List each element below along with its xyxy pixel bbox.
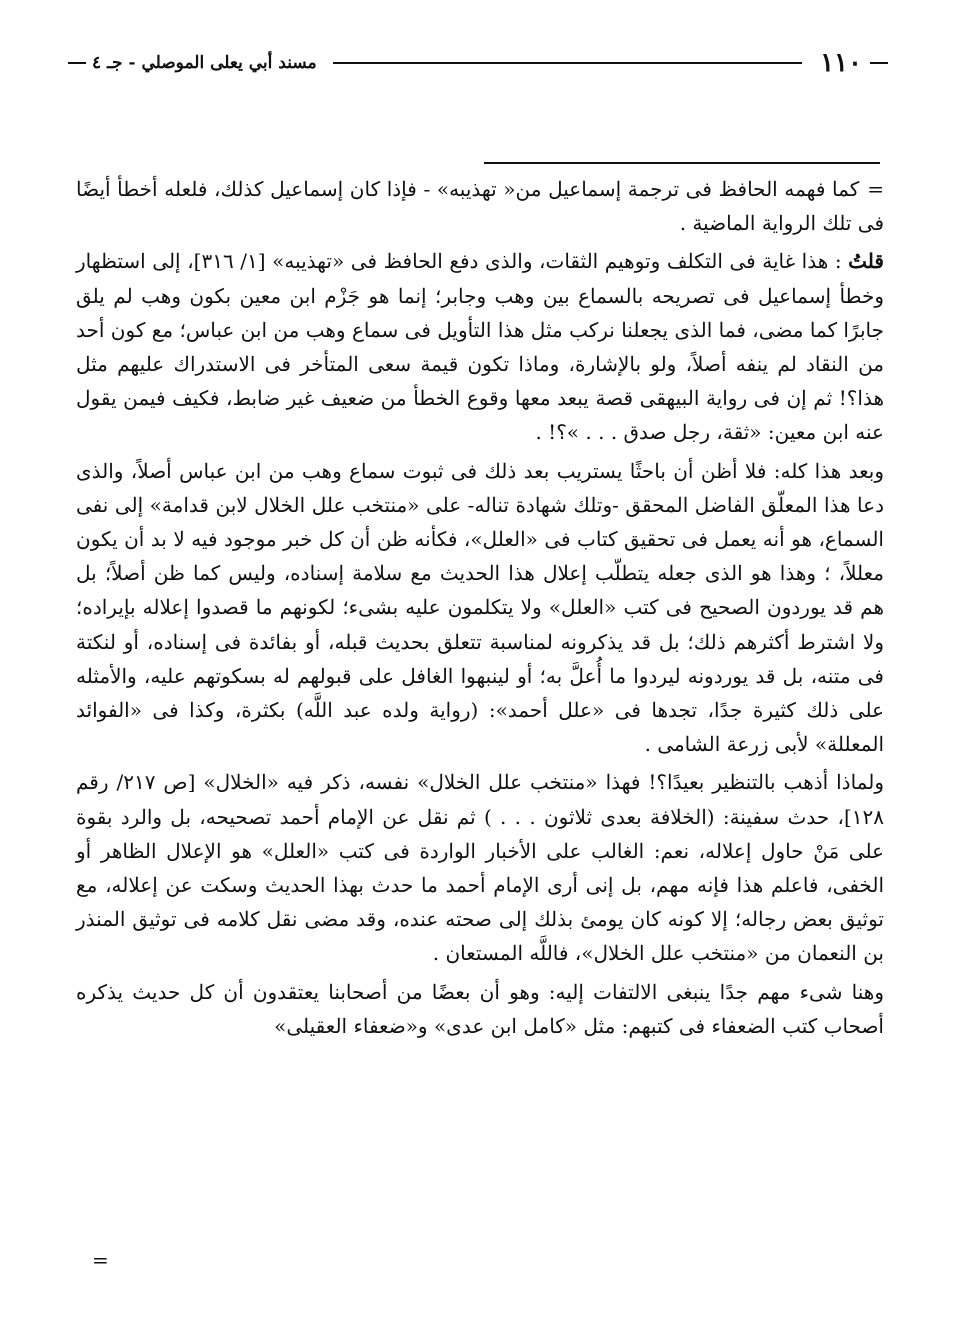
- paragraph-1: [76, 244, 884, 449]
- continuation-marker: =: [867, 177, 884, 201]
- running-header: [68, 46, 888, 80]
- footnote-body: [76, 172, 884, 1047]
- continued-marker: =: [92, 1248, 109, 1272]
- paragraph-1-text: : هذا غاية فى التكلف وتوهيم الثقات، والذى دفع الحافظ فى «تهذيبه» [١/ ٣١٦]، إلى استظهار وخطأ إسماعيل فى تصريحه بالسماع بين وهب وجابر؛ إنما هو جَزْم ابن معين بكون وهب لم يلق جابرًا كما مضى، فما الذى يجعلنا نركب مثل هذا التأويل فى سماع وهب من ابن عباس؛ مع كون أحد من النقاد لم ينفه أصلاً، ولو بالإشارة، وماذا تكون قيمة سعى المتأخر فى الاستدراك عليهم مثل هذا؟! ثم إن فى رواية البيهقى قصة يبعد معها وقوع الخطأ من ضعيف غير ضابط، فكيف فيمن يقول عنه ابن معين: «ثقة، رجل صدق . . . »؟! .: [76, 249, 885, 445]
- book-title: مسند أبي يعلى الموصلي - جـ ٤: [92, 53, 317, 73]
- page-number: ١١٠: [820, 48, 862, 78]
- paragraph-2-text: وبعد هذا كله: فلا أظن أن باحثًا يستريب بعد ذلك فى ثبوت سماع وهب من ابن عباس أصلاً، والذى دعا هذا المعلّق الفاضل المحقق -وتلك شهادة تناله- على «منتخب علل الخلال لابن قدامة» إلى نفى السماع، هو أنه يعمل فى تحقيق كتاب فى «العلل»، فكأنه ظن أن كل خبر موجود فيه لا بد أن يكون معللاً، ؛ وهذا هو الذى جعله يتطلّب إعلال هذا الحديث مع سلامة إسناده، وليس كما ظن أصلاً؛ بل هم قد يوردون الصحيح فى كتب «العلل» ولا يتكلمون عليه بشىء؛ لكونهم ما قصدوا إعلاله بإيراده؛ ولا اشترط أكثرهم ذلك؛ بل قد يذكرونه لمناسبة تتعلق بحديث قبله، أو بفائدة فى إسناده، أو لنكتة فى متنه، بل قد يوردونه ليردوا ما أُعلَّ به؛ أو لينبهوا الغافل على قبولهم له بسكوتهم عليه، والأمثله على ذلك كثيرة جدًا، تجدها فى «علل أحمد»: (رواية ولده عبد اللَّه) بكثرة، وكذا فى «الفوائد المعللة» لأبى زرعة الشامى .: [76, 458, 884, 757]
- paragraph-4-text: وهنا شىء مهم جدًا ينبغى الالتفات إليه: وهو أن بعضًا من أصحابنا يعتقدون أن كل حديث يذكره أصحاب كتب الضعفاء فى كتبهم: مثل «كامل ابن عدى» و«ضعفاء العقيلى»: [76, 979, 884, 1038]
- paragraph-3: [76, 765, 884, 970]
- continuation-text: كما فهمه الحافظ فى ترجمة إسماعيل من« تهذيبه» - فإذا كان إسماعيل كذلك، فلعله أخطأ أيضًا فى تلك الرواية الماضية .: [76, 177, 884, 236]
- footnote-continuation: [76, 172, 884, 240]
- header-rule: [333, 62, 802, 64]
- header-dash-left: [68, 62, 86, 64]
- footnote-separator: [484, 162, 880, 164]
- paragraph-4: [76, 975, 884, 1043]
- header-dash-right: [870, 62, 888, 64]
- paragraph-3-text: ولماذا أذهب بالتنظير بعيدًا؟! فهذا «منتخب علل الخلال» نفسه، ذكر فيه «الخلال» [ص ٢١٧/ رقم ١٢٨]، حدث سفينة: (الخلافة بعدى ثلاثون . . . ) ثم نقل عن الإمام أحمد تصحيحه، بل والرد بقوة على مَنْ حاول إعلاله، نعم: الغالب على الأخبار الواردة فى كتب «العلل» هو الإعلال الظاهر أو الخفى، فاعلم هذا فإنه مهم، بل إنى أرى الإمام أحمد ما حدث بهذا الحديث وسكت عن إعلاله، مع توثيق بعض رجاله؛ إلا كونه كان يومئ بذلك إلى صحته عنده، وقد مضى نقل كلامه فى توثيق المنذر بن النعمان من «منتخب علل الخلال»، فاللَّه المستعان .: [76, 770, 884, 966]
- qultu-label: قلتُ: [848, 249, 884, 274]
- paragraph-2: [76, 454, 884, 762]
